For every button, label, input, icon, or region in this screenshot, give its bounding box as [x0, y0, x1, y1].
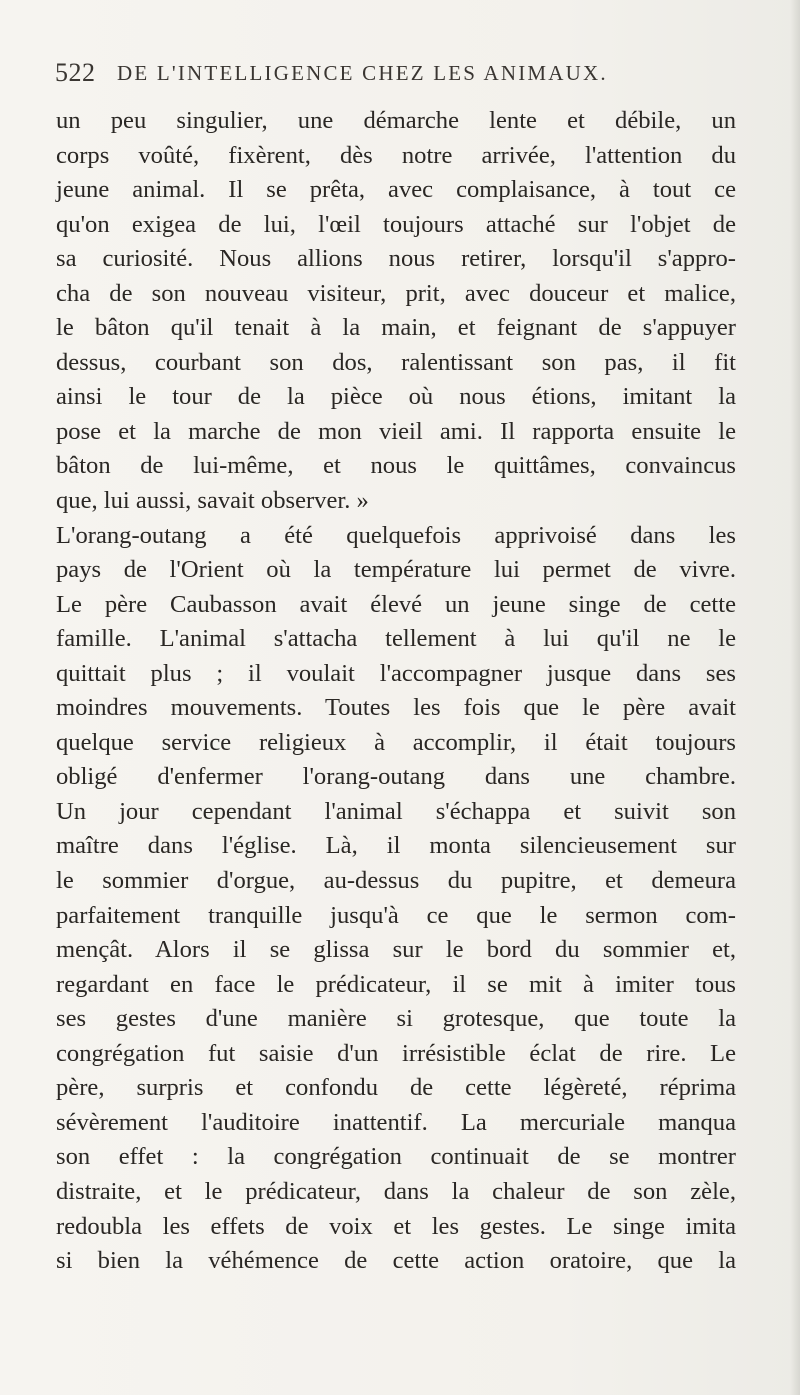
text-line: sa curiosité. Nous allions nous retirer, lorsqu'il s'appro-: [56, 245, 736, 273]
text-line: qu'on exigea de lui, l'œil toujours attaché sur l'objet de: [56, 210, 736, 238]
text-line: ses gestes d'une manière si grotesque, que toute la: [56, 1005, 736, 1033]
text-line: L'orang-outang a été quelquefois apprivoisé dans les: [56, 521, 736, 549]
text-line: dessus, courbant son dos, ralentissant son pas, il fit: [56, 348, 736, 376]
text-line: que, lui aussi, savait observer. »: [56, 487, 369, 515]
text-line: bâton de lui-même, et nous le quittâmes, convaincus: [56, 452, 736, 480]
text-line: moindres mouvements. Toutes les fois que le père avait: [56, 694, 736, 722]
text-line: maître dans l'église. Là, il monta silencieusement sur: [56, 832, 736, 860]
running-head: [55, 58, 725, 98]
text-line: père, surpris et confondu de cette légèreté, réprima: [56, 1074, 736, 1102]
text-line: pays de l'Orient où la température lui permet de vivre.: [56, 556, 736, 584]
text-line: le bâton qu'il tenait à la main, et feignant de s'appuyer: [56, 314, 736, 342]
text-line: jeune animal. Il se prêta, avec complaisance, à tout ce: [56, 176, 736, 204]
text-line: ainsi le tour de la pièce où nous étions, imitant la: [56, 383, 736, 411]
text-line: corps voûté, fixèrent, dès notre arrivée, l'attention du: [56, 141, 736, 169]
text-line: son effet : la congrégation continuait de se montrer: [56, 1143, 736, 1171]
text-line: sévèrement l'auditoire inattentif. La mercuriale manqua: [56, 1108, 736, 1136]
running-title: DE L'INTELLIGENCE CHEZ LES ANIMAUX.: [117, 61, 608, 85]
page-edge-shadow: [790, 0, 800, 1395]
text-line: Le père Caubasson avait élevé un jeune singe de cette: [56, 590, 736, 618]
text-line: Un jour cependant l'animal s'échappa et suivit son: [56, 797, 736, 825]
text-line: si bien la véhémence de cette action oratoire, que la: [56, 1247, 736, 1275]
text-line: parfaitement tranquille jusqu'à ce que le sermon com-: [56, 901, 736, 929]
text-line: distraite, et le prédicateur, dans la chaleur de son zèle,: [56, 1177, 736, 1205]
text-line: cha de son nouveau visiteur, prit, avec douceur et malice,: [56, 279, 736, 307]
page-number: 522: [55, 58, 96, 87]
text-line: pose et la marche de mon vieil ami. Il rapporta ensuite le: [56, 417, 736, 445]
body-text: [56, 104, 736, 1279]
text-line: quelque service religieux à accomplir, il était toujours: [56, 728, 736, 756]
text-line: un peu singulier, une démarche lente et débile, un: [56, 107, 736, 134]
text-line: le sommier d'orgue, au-dessus du pupitre, et demeura: [56, 867, 736, 895]
text-line: mençât. Alors il se glissa sur le bord du sommier et,: [56, 936, 736, 964]
text-line: regardant en face le prédicateur, il se mit à imiter tous: [56, 970, 736, 998]
text-line: quittait plus ; il voulait l'accompagner jusque dans ses: [56, 659, 736, 687]
text-line: obligé d'enfermer l'orang-outang dans une chambre.: [56, 763, 736, 791]
text-line: famille. L'animal s'attacha tellement à lui qu'il ne le: [56, 625, 736, 653]
text-line: congrégation fut saisie d'un irrésistible éclat de rire. Le: [56, 1039, 736, 1067]
text-line: redoubla les effets de voix et les gestes. Le singe imita: [56, 1212, 736, 1240]
